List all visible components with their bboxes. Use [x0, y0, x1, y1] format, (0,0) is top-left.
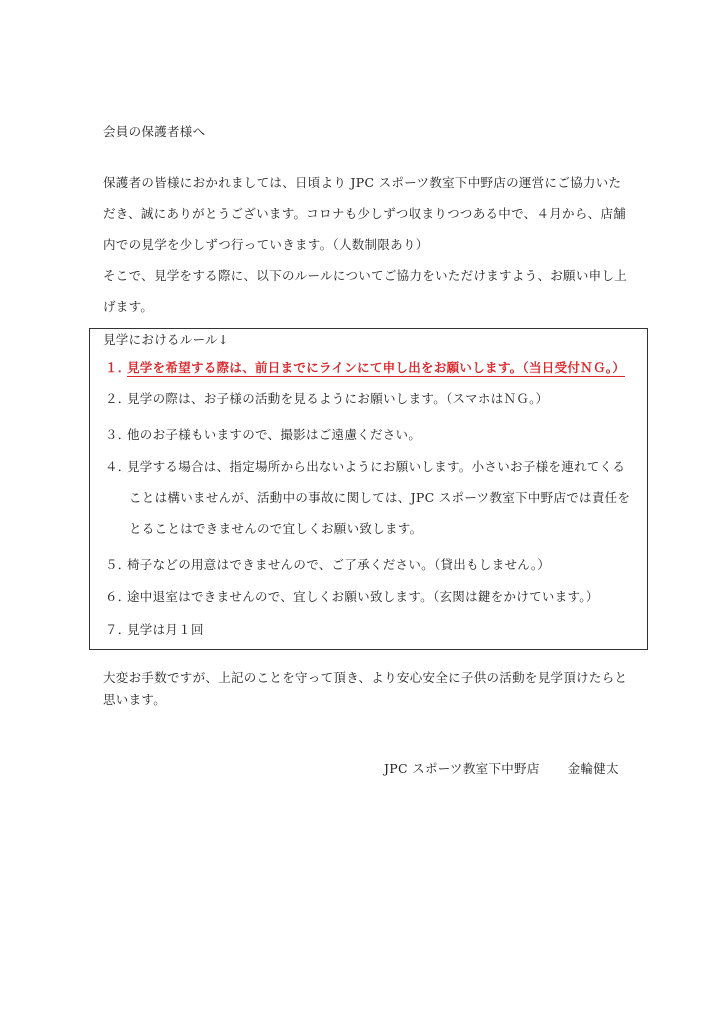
rule-text: 見学の際は、お子様の活動を見るようにお願いします。（スマホはＮＧ。）: [127, 391, 549, 406]
intro-line-3: 内での見学を少しずつ行っていきます。（人数制限あり）: [103, 237, 429, 252]
rule-item-5: [105, 557, 550, 573]
rule-number: ４．: [105, 459, 131, 474]
signature: [384, 761, 619, 777]
rule-number: ５．: [105, 557, 131, 572]
intro-line-4: そこで、見学をする際に、以下のルールについてご協力をいただけますよう、お願い申し上: [103, 268, 628, 283]
rule-item-2: [105, 391, 548, 407]
rule-number: ２．: [105, 391, 131, 406]
rule-item-4-continuation-1: ことは構いませんが、活動中の事故に関しては、JPC スポーツ教室下中野店では責任を: [129, 490, 631, 505]
rule-item-6: [105, 589, 599, 605]
rule-text: 見学は月１回: [127, 622, 204, 637]
rule-item-4-continuation-2: とることはできませんので宜しくお願い致します。: [129, 521, 423, 536]
rule-text: 途中退室はできませんので、宜しくお願い致します。（玄関は鍵をかけています。）: [127, 589, 599, 604]
rule-text: 見学を希望する際は、前日までにラインにて申し出をお願いします。（当日受付ＮＧ。）: [127, 360, 626, 375]
rule-number: ６．: [105, 589, 131, 604]
rule-item-4: [105, 459, 625, 475]
signature-organization: JPC スポーツ教室下中野店: [384, 761, 540, 776]
rule-item-7: [105, 622, 204, 638]
salutation: 会員の保護者様へ: [103, 124, 206, 139]
rule-number: ７．: [105, 622, 131, 637]
closing-line-1: 大変お手数ですが、上記のことを守って頂き、より安心安全に子供の活動を見学頂けたらと: [103, 670, 628, 685]
intro-line-5: げます。: [103, 299, 154, 314]
signature-name: 金輪健太: [567, 761, 619, 776]
rule-number: ３．: [105, 427, 131, 442]
rule-text: 見学する場合は、指定場所から出ないようにお願いします。小さいお子様を連れてくる: [127, 459, 626, 474]
rule-text: 椅子などの用意はできませんので、ご了承ください。（貸出もしません。）: [127, 557, 551, 572]
closing-line-2: 思います。: [103, 692, 167, 707]
rule-number: １．: [105, 360, 131, 375]
rule-item-1: [105, 360, 625, 376]
intro-line-1: 保護者の皆様におかれましては、日頃より JPC スポーツ教室下中野店の運営にご協力いた: [103, 175, 622, 190]
rules-heading: 見学におけるルール↓: [103, 332, 229, 347]
rule-item-3: [105, 427, 421, 443]
rule-text: 他のお子様もいますので、撮影はご遠慮ください。: [127, 427, 422, 442]
intro-line-2: だき、誠にありがとうございます。コロナも少しずつ収まりつつある中で、４月から、店舗: [103, 206, 627, 221]
